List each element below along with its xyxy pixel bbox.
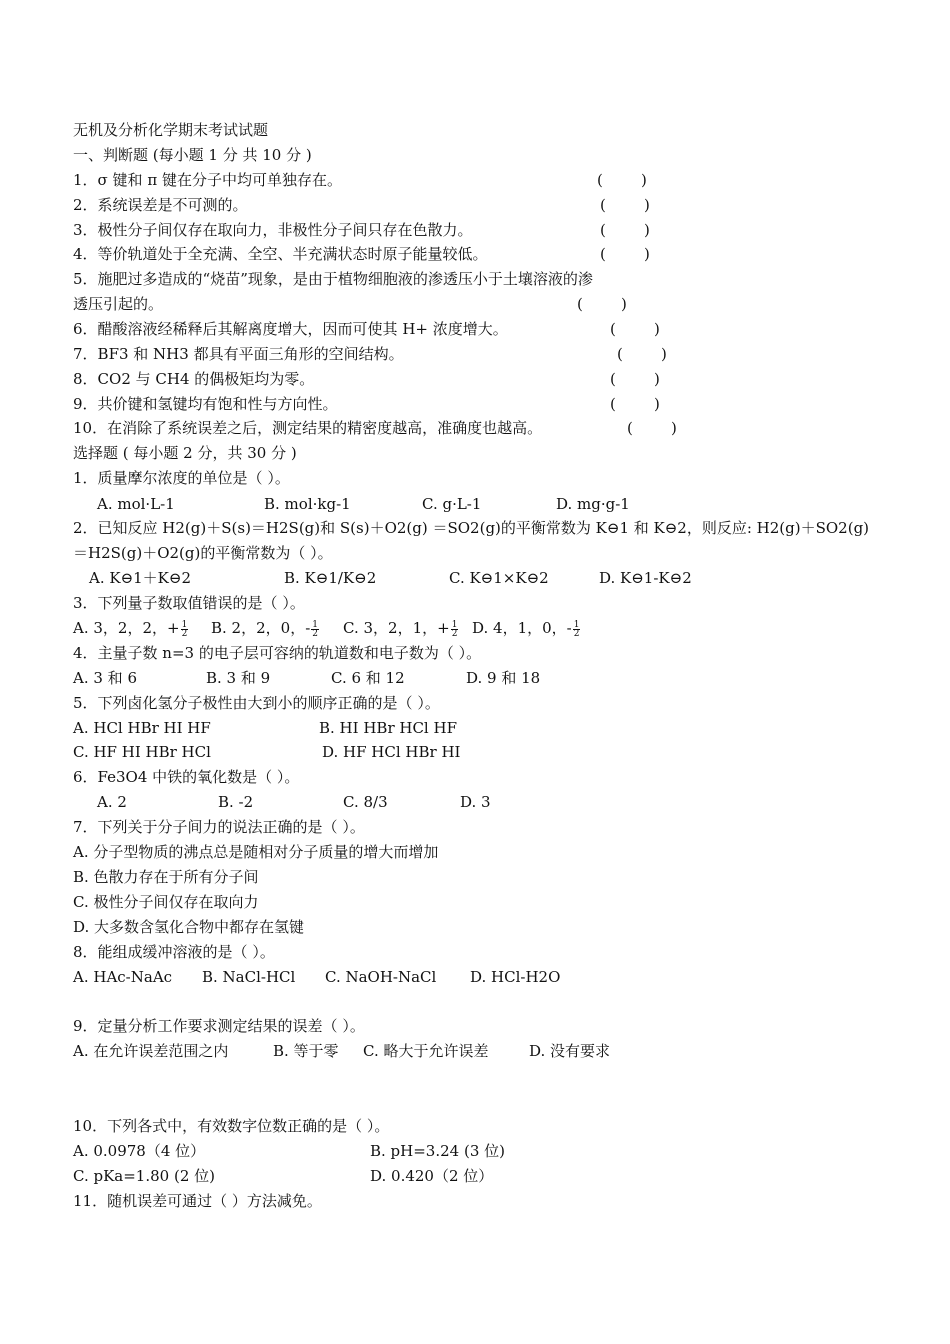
judge-item-1: 1．σ 键和 π 键在分子中均可单独存在。 [73, 171, 342, 189]
answer-paren: ( ) [617, 345, 667, 363]
q9-option-c: C. 略大于允许误差 [363, 1042, 489, 1060]
answer-paren: ( ) [610, 320, 660, 338]
judge-item-9: 9．共价键和氢键均有饱和性与方向性。 [73, 395, 338, 413]
fraction-denominator: 2 [451, 628, 458, 639]
fraction-denominator: 2 [573, 628, 580, 639]
question-3-stem: 3．下列量子数取值错误的是（ ）。 [73, 594, 305, 612]
judge-item-5: 5．施肥过多造成的“烧苗”现象，是由于植物细胞液的渗透压小于土壤溶液的渗 [73, 270, 593, 288]
q1-option-a: A. mol·L-1 [97, 495, 175, 513]
answer-paren: ( ) [600, 196, 650, 214]
judge-item-2: 2．系统误差是不可测的。 [73, 196, 248, 214]
fraction-one-half [573, 621, 581, 638]
q7-option-d: D. 大多数含氢化合物中都存在氢键 [73, 918, 305, 936]
q1-option-d: D. mg·g-1 [556, 495, 630, 513]
fraction-denominator: 2 [312, 628, 318, 639]
q3-option-a [73, 618, 188, 638]
q7-option-b: B. 色散力存在于所有分子间 [73, 868, 259, 886]
question-9-stem: 9．定量分析工作要求测定结果的误差（ ）。 [73, 1017, 365, 1035]
question-7-stem: 7．下列关于分子间力的说法正确的是（ ）。 [73, 818, 365, 836]
fraction-numerator: 1 [181, 619, 188, 630]
q3-option-b-text: B. 2，2，0，- [211, 619, 311, 637]
fraction-numerator: 1 [451, 619, 458, 630]
q8-option-c: C. NaOH-NaCl [325, 968, 437, 986]
q1-option-b: B. mol·kg-1 [264, 495, 351, 513]
q3-option-d [472, 618, 580, 638]
answer-paren: ( ) [600, 221, 650, 239]
section1-title: 一、判断题 (每小题 1 分 共 10 分 ) [73, 146, 312, 164]
judge-item-4: 4．等价轨道处于全充满、全空、半充满状态时原子能量较低。 [73, 245, 488, 263]
judge-item-7: 7．BF3 和 NH3 都具有平面三角形的空间结构。 [73, 345, 404, 363]
answer-paren: ( ) [610, 370, 660, 388]
answer-paren: ( ) [597, 171, 647, 189]
q10-option-b: B. pH=3.24 (3 位) [370, 1142, 505, 1160]
q5-option-d: D. HF HCl HBr HI [322, 743, 461, 761]
judge-item-10: 10．在消除了系统误差之后，测定结果的精密度越高，准确度也越高。 [73, 419, 543, 437]
q9-option-a: A. 在允许误差范围之内 [73, 1042, 229, 1060]
answer-paren: ( ) [577, 295, 627, 313]
q6-option-c: C. 8/3 [343, 793, 388, 811]
q3-option-c [343, 618, 458, 638]
doc-title: 无机及分析化学期末考试试题 [73, 121, 269, 139]
q4-option-d: D. 9 和 18 [466, 669, 541, 687]
q3-option-c-text: C. 3，2，1，+ [343, 619, 450, 637]
fraction-numerator: 1 [312, 619, 318, 630]
q8-option-b: B. NaCl-HCl [202, 968, 296, 986]
question-2-stem-cont: ＝H2S(g)＋O2(g)的平衡常数为（ ）。 [73, 544, 333, 562]
answer-paren: ( ) [600, 245, 650, 263]
q5-option-c: C. HF HI HBr HCl [73, 743, 211, 761]
q7-option-c: C. 极性分子间仅存在取向力 [73, 893, 259, 911]
q4-option-b: B. 3 和 9 [206, 669, 271, 687]
q10-option-d: D. 0.420（2 位） [370, 1167, 494, 1185]
q4-option-a: A. 3 和 6 [73, 669, 137, 687]
question-4-stem: 4．主量子数 n=3 的电子层可容纳的轨道数和电子数为（ ）。 [73, 644, 482, 662]
question-11-stem: 11．随机误差可通过（ ）方法减免。 [73, 1192, 322, 1210]
question-2-stem: 2．已知反应 H2(g)＋S(s)＝H2S(g)和 S(s)＋O2(g) ＝SO2(g)的平衡常数为 K⊖1 和 K⊖2，则反应: H2(g)＋SO2(g) [73, 519, 870, 537]
q5-option-b: B. HI HBr HCl HF [319, 719, 457, 737]
judge-item-3: 3．极性分子间仅存在取向力，非极性分子间只存在色散力。 [73, 221, 473, 239]
q6-option-b: B. -2 [218, 793, 254, 811]
question-8-stem: 8．能组成缓冲溶液的是（ ）。 [73, 943, 275, 961]
q6-option-a: A. 2 [97, 793, 127, 811]
q6-option-d: D. 3 [460, 793, 491, 811]
q3-option-a-text: A. 3，2，2，+ [73, 619, 180, 637]
question-10-stem: 10．下列各式中，有效数字位数正确的是（ ）。 [73, 1117, 390, 1135]
judge-item-8: 8．CO2 与 CH4 的偶极矩均为零。 [73, 370, 315, 388]
fraction-numerator: 1 [573, 619, 580, 630]
question-6-stem: 6．Fe3O4 中铁的氧化数是（ ）。 [73, 768, 300, 786]
q2-option-c: C. K⊖1×K⊖2 [449, 569, 549, 587]
section2-title: 选择题 ( 每小题 2 分，共 30 分 ) [73, 444, 297, 462]
question-5-stem: 5．下列卤化氢分子极性由大到小的顺序正确的是（ ）。 [73, 694, 440, 712]
q9-option-b: B. 等于零 [273, 1042, 339, 1060]
q7-option-a: A. 分子型物质的沸点总是随相对分子质量的增大而增加 [73, 843, 439, 861]
fraction-denominator: 2 [181, 628, 188, 639]
q2-option-d: D. K⊖1-K⊖2 [599, 569, 692, 587]
q2-option-b: B. K⊖1/K⊖2 [284, 569, 377, 587]
q10-option-a: A. 0.0978（4 位） [73, 1142, 206, 1160]
q5-option-a: A. HCl HBr HI HF [73, 719, 211, 737]
question-1-stem: 1．质量摩尔浓度的单位是（ ）。 [73, 469, 290, 487]
answer-paren: ( ) [610, 395, 660, 413]
q2-option-a: A. K⊖1＋K⊖2 [89, 569, 192, 587]
q3-option-d-text: D. 4，1，0，- [472, 619, 572, 637]
q8-option-a: A. HAc-NaAc [73, 968, 173, 986]
q4-option-c: C. 6 和 12 [331, 669, 405, 687]
fraction-one-half [311, 621, 319, 638]
fraction-one-half [451, 621, 459, 638]
fraction-one-half [181, 621, 189, 638]
q10-option-c: C. pKa=1.80 (2 位) [73, 1167, 215, 1185]
answer-paren: ( ) [627, 419, 677, 437]
q9-option-d: D. 没有要求 [529, 1042, 611, 1060]
judge-item-5-cont: 透压引起的。 [73, 295, 164, 313]
q3-option-b [211, 618, 319, 638]
q8-option-d: D. HCl-H2O [470, 968, 561, 986]
q1-option-c: C. g·L-1 [422, 495, 482, 513]
judge-item-6: 6．醋酸溶液经稀释后其解离度增大，因而可使其 H+ 浓度增大。 [73, 320, 508, 338]
